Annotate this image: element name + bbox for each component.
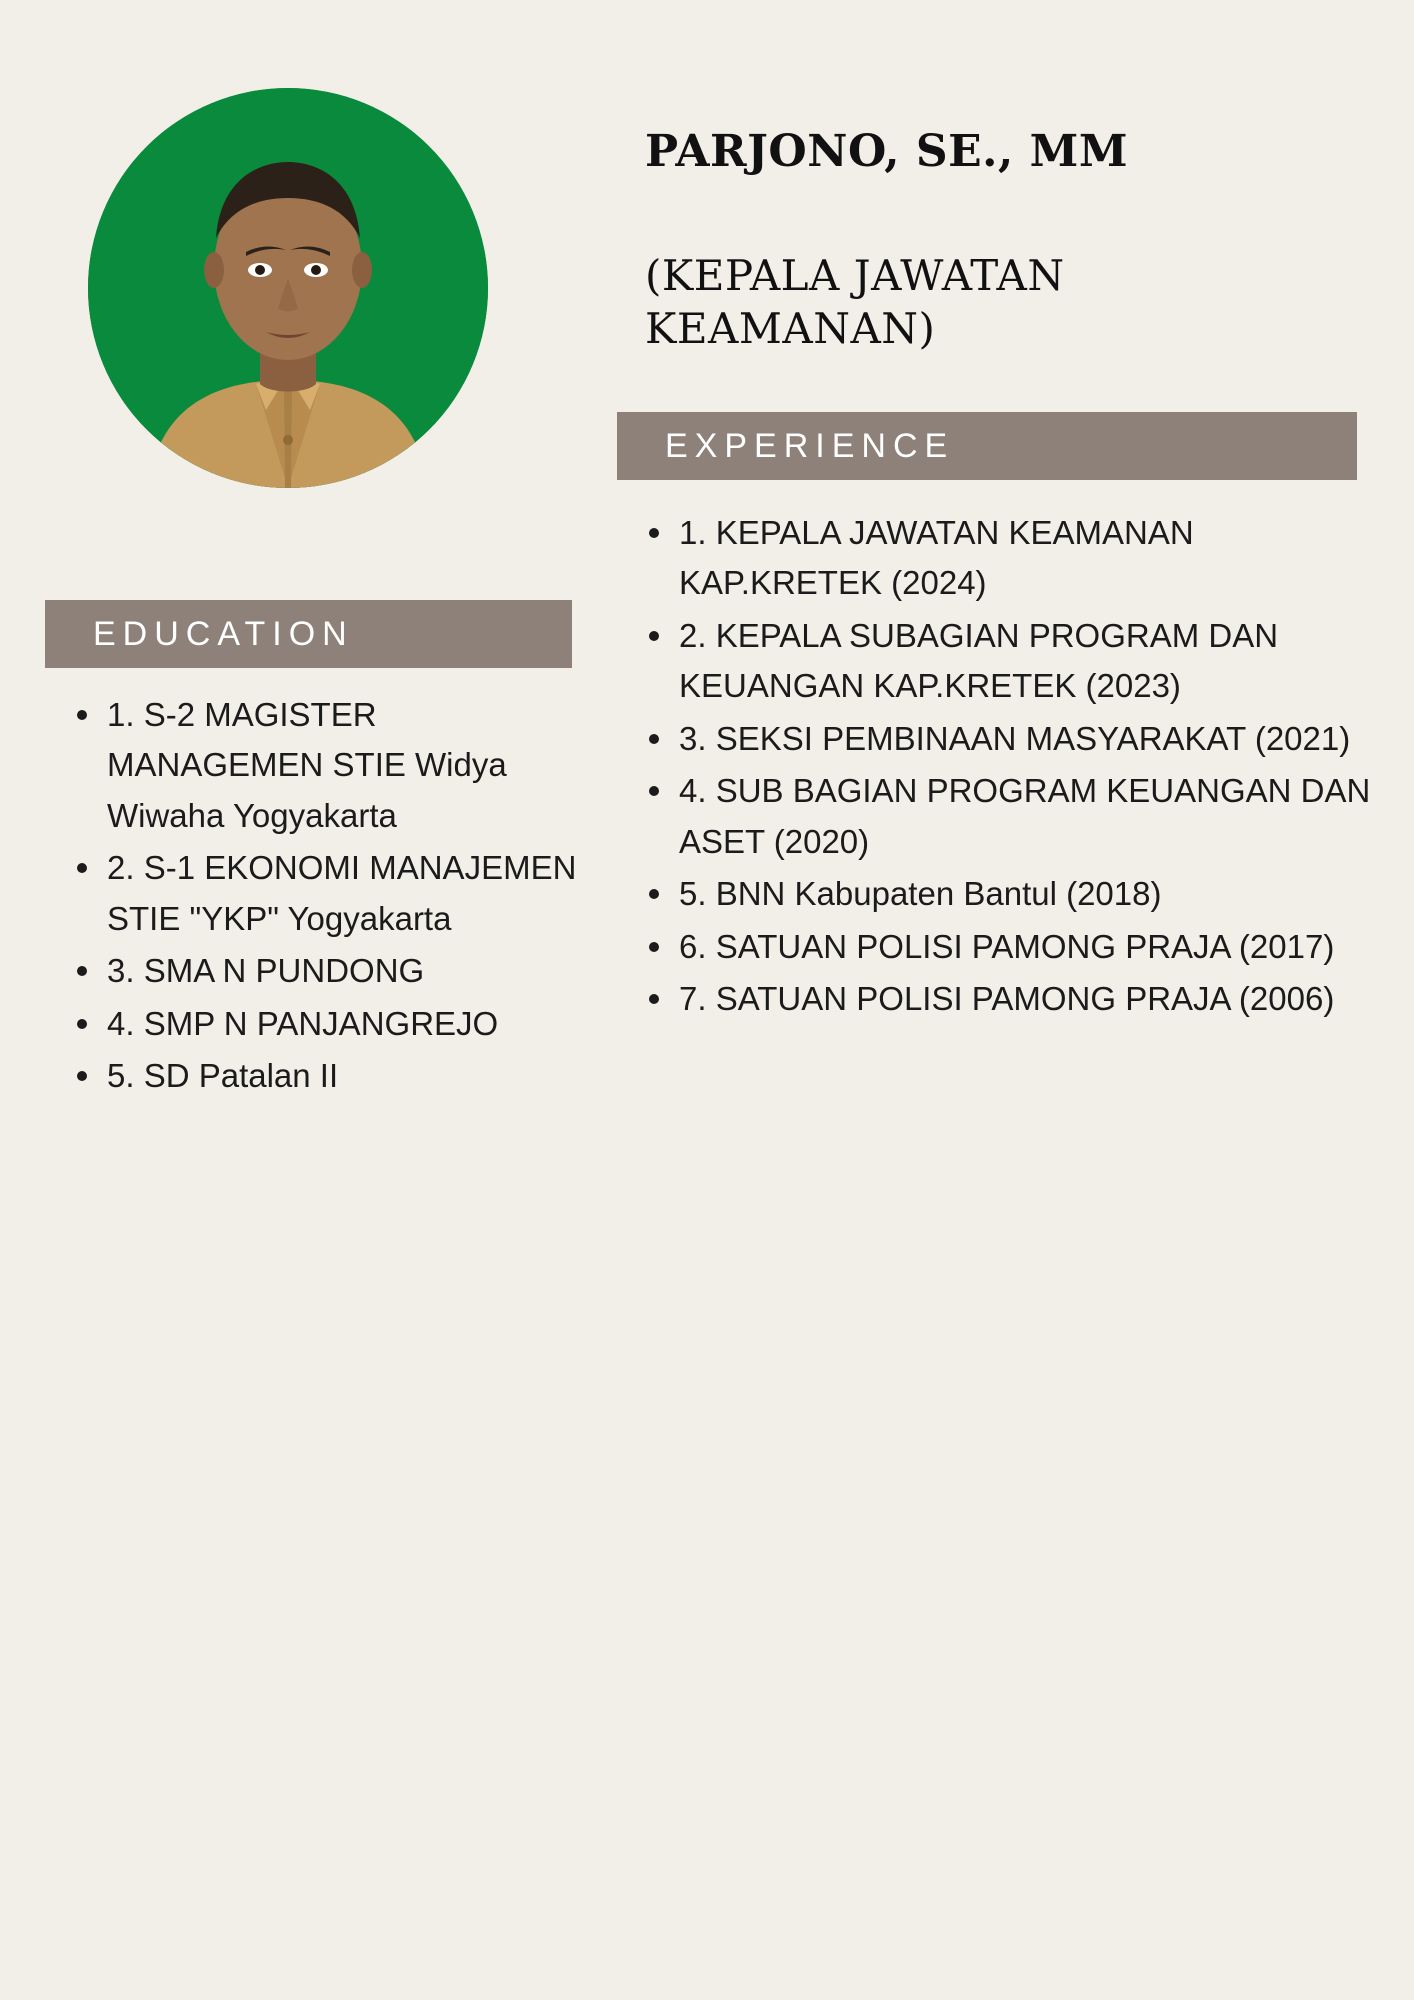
- list-item: 2. KEPALA SUBAGIAN PROGRAM DAN KEUANGAN KAP.KRETEK (2023): [679, 611, 1379, 712]
- list-item: 2. S-1 EKONOMI MANAJEMEN STIE "YKP" Yogyakarta: [107, 843, 577, 944]
- education-list: [45, 690, 577, 1104]
- list-item: 7. SATUAN POLISI PAMONG PRAJA (2006): [679, 974, 1379, 1024]
- list-item: 1. KEPALA JAWATAN KEAMANAN KAP.KRETEK (2024): [679, 508, 1379, 609]
- portrait-illustration: [88, 88, 488, 488]
- list-item: 4. SUB BAGIAN PROGRAM KEUANGAN DAN ASET (2020): [679, 766, 1379, 867]
- person-title: (KEPALA JAWATAN KEAMANAN): [645, 251, 1065, 353]
- list-item: 4. SMP N PANJANGREJO: [107, 999, 577, 1049]
- experience-list: [617, 508, 1379, 1027]
- list-item: 5. SD Patalan II: [107, 1051, 577, 1101]
- list-item: 3. SMA N PUNDONG: [107, 946, 577, 996]
- list-item: 1. S-2 MAGISTER MANAGEMEN STIE Widya Wiwaha Yogyakarta: [107, 690, 577, 841]
- section-header-experience-label: EXPERIENCE: [665, 426, 955, 465]
- person-name: PARJONO, SE., MM: [645, 126, 1129, 177]
- avatar: [88, 88, 488, 488]
- list-item: 3. SEKSI PEMBINAAN MASYARAKAT (2021): [679, 714, 1379, 764]
- section-header-education-label: EDUCATION: [93, 614, 354, 653]
- list-item: 5. BNN Kabupaten Bantul (2018): [679, 869, 1379, 919]
- list-item: 6. SATUAN POLISI PAMONG PRAJA (2017): [679, 922, 1379, 972]
- section-header-education: [45, 600, 572, 668]
- section-header-experience: [617, 412, 1357, 480]
